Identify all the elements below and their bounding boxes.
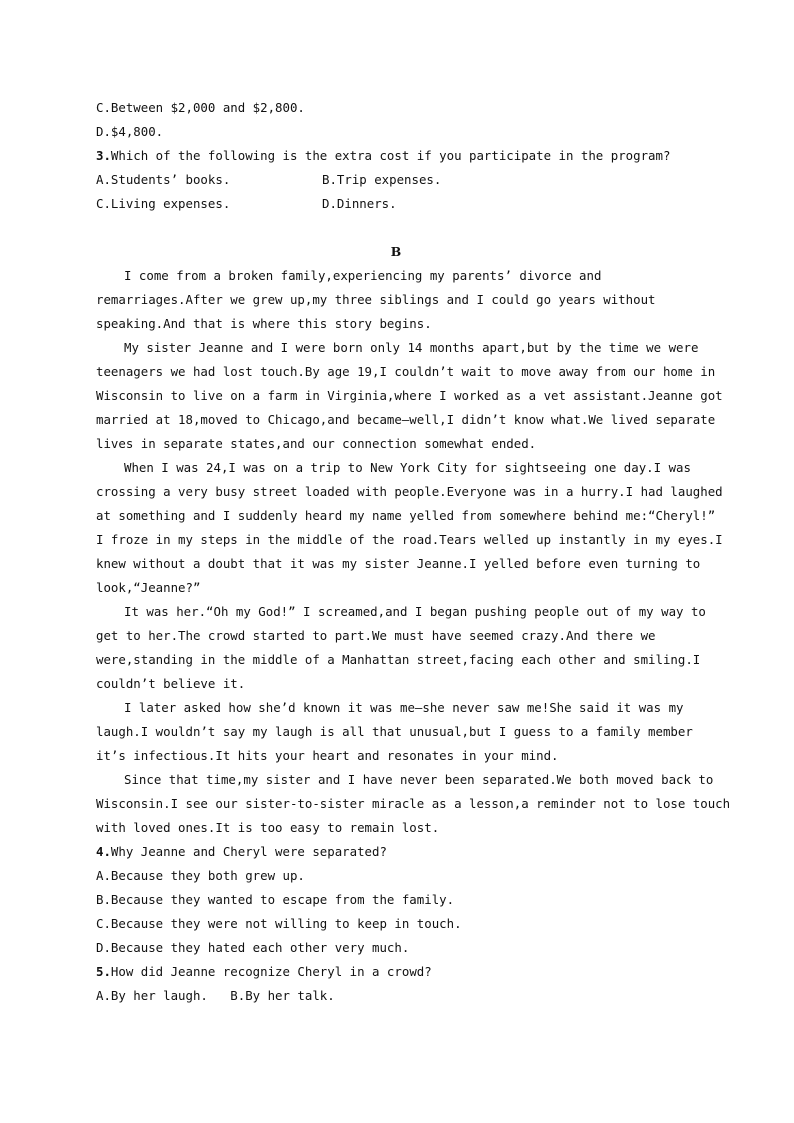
passage-line: crossing a very busy street loaded with people.Everyone was in a hurry.I had laughed <box>96 484 723 499</box>
passage-line: get to her.The crowd started to part.We must have seemed crazy.And there we <box>96 628 656 643</box>
q2-option-c: C.Between $2,000 and $2,800. <box>96 100 305 115</box>
passage-line: knew without a doubt that it was my sister Jeanne.I yelled before even turning to <box>96 556 701 571</box>
passage-line: My sister Jeanne and I were born only 14 months apart,but by the time we were <box>124 340 699 355</box>
q5-number: 5. <box>96 964 111 979</box>
q2-option-d: D.$4,800. <box>96 124 164 139</box>
passage-line: teenagers we had lost touch.By age 19,I couldn’t wait to move away from our home in <box>96 364 716 379</box>
passage-line: look,“Jeanne?” <box>96 580 201 595</box>
passage-line: remarriages.After we grew up,my three siblings and I could go years without <box>96 292 656 307</box>
passage-line: it’s infectious.It hits your heart and resonates in your mind. <box>96 748 559 763</box>
q5-question <box>96 960 696 984</box>
q4-number: 4. <box>96 844 111 859</box>
q4-option-d: D.Because they hated each other very much. <box>96 940 410 955</box>
passage-line: I later asked how she’d known it was me—she never saw me!She said it was my <box>124 700 684 715</box>
passage-line: couldn’t believe it. <box>96 676 246 691</box>
passage-line: When I was 24,I was on a trip to New York City for sightseeing one day.I was <box>124 460 691 475</box>
passage-line: Since that time,my sister and I have never been separated.We both moved back to <box>124 772 714 787</box>
passage-line: with loved ones.It is too easy to remain lost. <box>96 820 440 835</box>
passage-line: married at 18,moved to Chicago,and became—well,I didn’t know what.We lived separate <box>96 412 716 427</box>
q3-number: 3. <box>96 148 111 163</box>
passage-line: I froze in my steps in the middle of the road.Tears welled up instantly in my eyes.I <box>96 532 723 547</box>
passage-line: speaking.And that is where this story begins. <box>96 316 432 331</box>
q3-options-row-2 <box>96 192 696 216</box>
q4-option-a: A.Because they both grew up. <box>96 868 305 883</box>
q4-question <box>96 840 696 864</box>
exam-page <box>96 96 731 1008</box>
q3-option-b: B.Trip expenses. <box>322 172 442 187</box>
q3-question <box>96 144 696 168</box>
passage-line: laugh.I wouldn’t say my laugh is all that unusual,but I guess to a family member <box>96 724 693 739</box>
q3-text: Which of the following is the extra cost if you participate in the program? <box>110 148 671 163</box>
passage-line: I come from a broken family,experiencing my parents’ divorce and <box>124 268 602 283</box>
q3-option-c: C.Living expenses. <box>96 196 231 211</box>
q4-text: Why Jeanne and Cheryl were separated? <box>110 844 387 859</box>
q4-option-b: B.Because they wanted to escape from the family. <box>96 892 455 907</box>
passage-line: It was her.“Oh my God!” I screamed,and I began pushing people out of my way to <box>124 604 706 619</box>
q5-options-ab: A.By her laugh. B.By her talk. <box>96 988 335 1003</box>
passage-line: Wisconsin.I see our sister-to-sister miracle as a lesson,a reminder not to lose touch <box>96 796 731 811</box>
passage-line: were,standing in the middle of a Manhattan street,facing each other and smiling.I <box>96 652 701 667</box>
spacer <box>96 216 696 240</box>
passage-line: Wisconsin to live on a farm in Virginia,where I worked as a vet assistant.Jeanne got <box>96 388 723 403</box>
passage-line: lives in separate states,and our connection somewhat ended. <box>96 436 537 451</box>
q4-option-c: C.Because they were not willing to keep in touch. <box>96 916 462 931</box>
q3-option-a: A.Students’ books. <box>96 172 231 187</box>
q3-option-d: D.Dinners. <box>322 196 397 211</box>
q5-text: How did Jeanne recognize Cheryl in a crowd? <box>110 964 432 979</box>
passage <box>96 264 731 840</box>
q3-options-row-1 <box>96 168 696 192</box>
section-title: B <box>390 244 402 259</box>
passage-line: at something and I suddenly heard my name yelled from somewhere behind me:“Cheryl!” <box>96 508 716 523</box>
